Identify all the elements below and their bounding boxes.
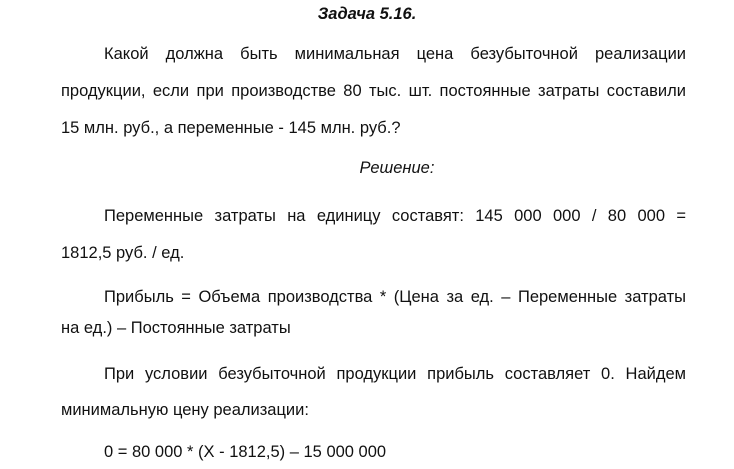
solution-step-2-line-1: Прибыль = Объема производства * (Цена за ед. – Переменные затраты — [104, 288, 686, 306]
problem-text-line-2: продукции, если при производстве 80 тыс. шт. постоянные затраты составили — [61, 82, 686, 100]
problem-title: Задача 5.16. — [317, 5, 417, 23]
solution-step-1-line-2: 1812,5 руб. / ед. — [61, 244, 185, 262]
solution-step-2-line-2: на ед.) – Постоянные затраты — [61, 319, 291, 337]
solution-step-1-line-1: Переменные затраты на единицу составят: 145 000 000 / 80 000 = — [104, 207, 686, 225]
solution-equation: 0 = 80 000 * (Х - 1812,5) – 15 000 000 — [104, 443, 387, 461]
solution-step-3-line-2: минимальную цену реализации: — [61, 401, 309, 419]
problem-text-line-1: Какой должна быть минимальная цена безубыточной реализации — [104, 45, 686, 63]
problem-text-line-3: 15 млн. руб., а переменные - 145 млн. руб.? — [61, 119, 401, 137]
solution-step-3-line-1: При условии безубыточной продукции прибыль составляет 0. Найдем — [104, 365, 686, 383]
solution-heading: Решение: — [359, 159, 435, 177]
